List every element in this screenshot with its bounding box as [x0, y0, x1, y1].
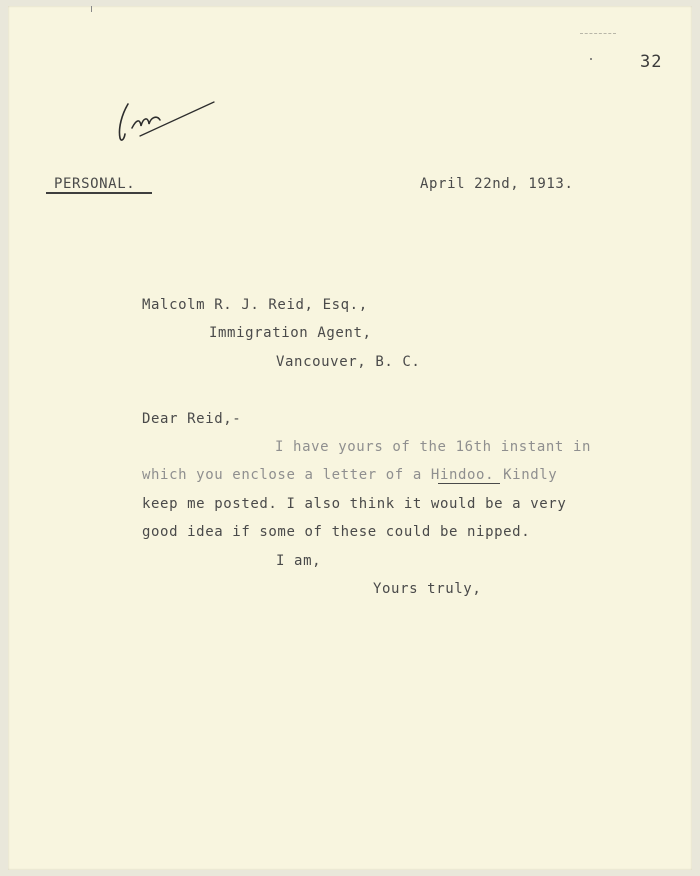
heading-underline — [46, 192, 152, 194]
corner-dot-mark — [590, 58, 592, 60]
page-number: 32 — [640, 52, 663, 72]
closing-yours-truly: Yours truly, — [373, 581, 482, 597]
salutation: Dear Reid,- — [142, 411, 242, 427]
recipient-location: Vancouver, B. C. — [276, 354, 421, 370]
body-line-4: good idea if some of these could be nipped. — [142, 524, 531, 540]
recipient-title: Immigration Agent, — [209, 325, 372, 341]
corner-dash-mark — [580, 33, 616, 34]
closing-i-am: I am, — [276, 553, 322, 569]
margin-tick-mark — [91, 6, 92, 12]
handwritten-initials-signature — [110, 98, 220, 148]
body-line-2: which you enclose a letter of a Hindoo. Kindly — [142, 467, 558, 483]
personal-heading: PERSONAL. — [54, 176, 136, 192]
body-line-3: keep me posted. I also think it would be a very — [142, 496, 567, 512]
recipient-name: Malcolm R. J. Reid, Esq., — [142, 297, 368, 313]
hindoo-underline — [438, 483, 500, 484]
body-line-1: I have yours of the 16th instant in — [275, 439, 592, 455]
letter-date: April 22nd, 1913. — [420, 176, 574, 192]
